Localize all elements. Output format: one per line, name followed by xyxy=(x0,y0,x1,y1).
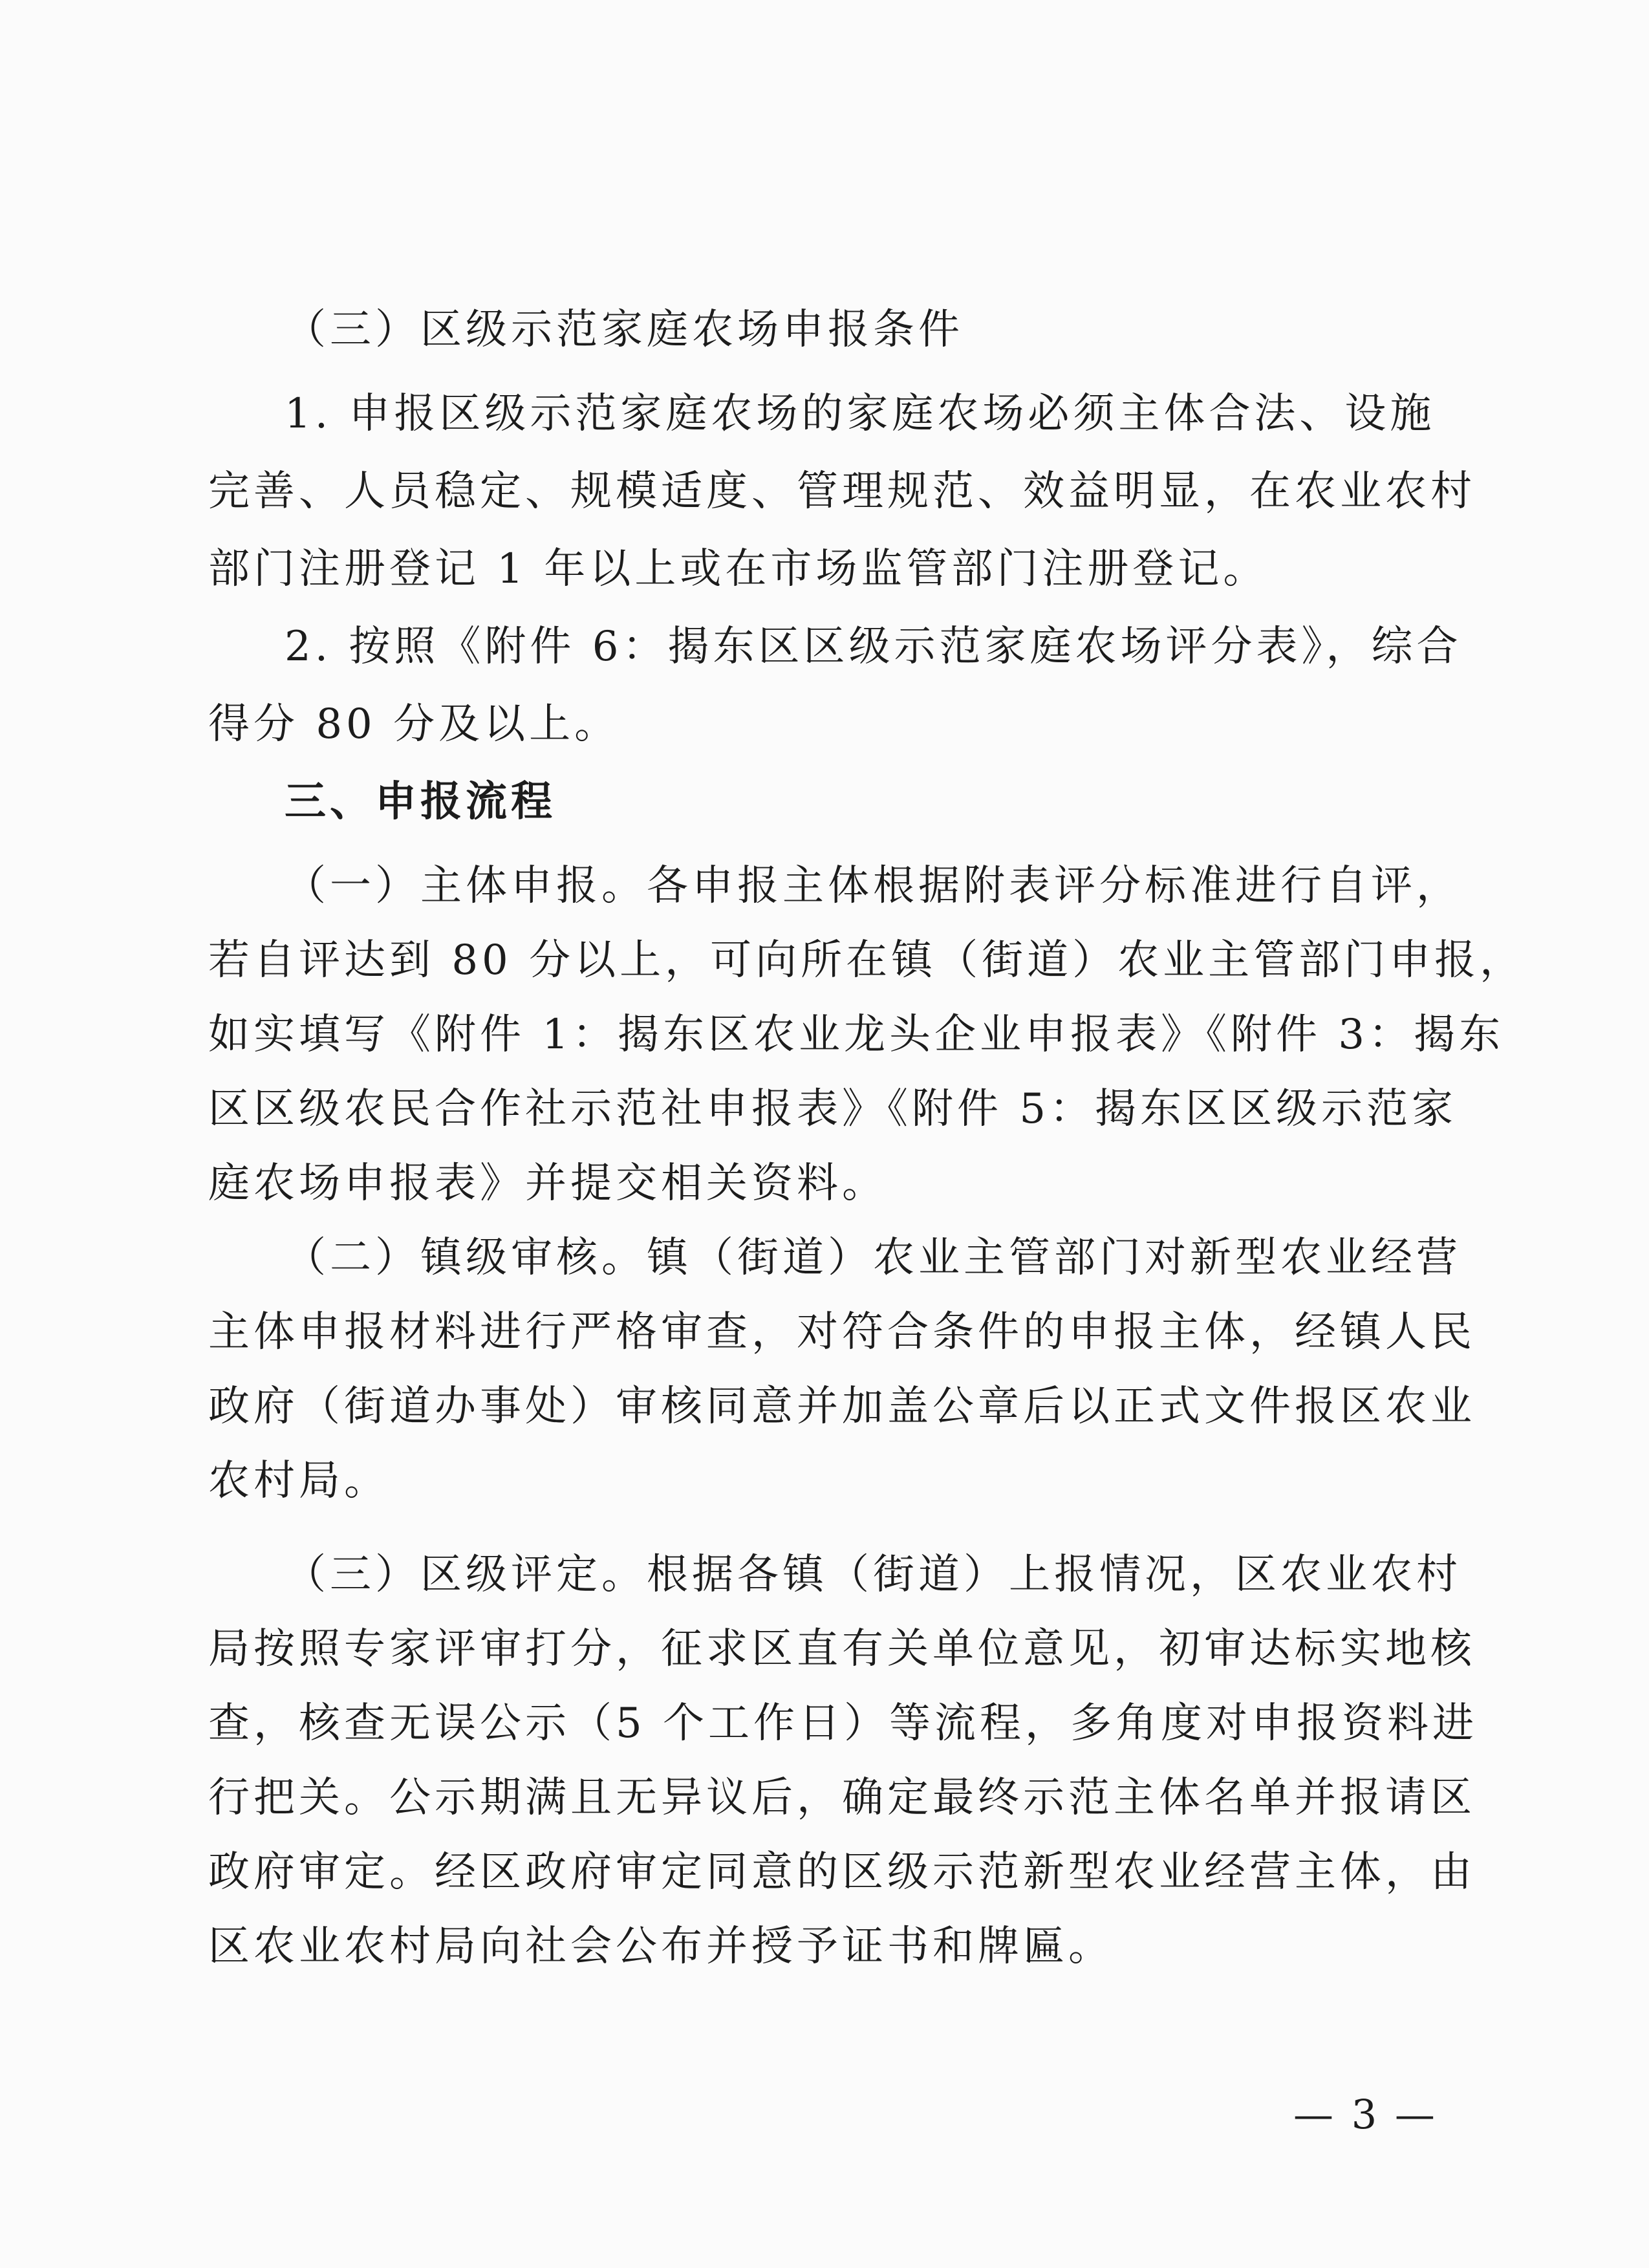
p3-line-5: 政府审定。经区政府审定同意的区级示范新型农业经营主体，由 xyxy=(208,1848,1476,1896)
p2-line-1: （二）镇级审核。镇（街道）农业主管部门对新型农业经营 xyxy=(285,1234,1461,1282)
p1-line-1: （一）主体申报。各申报主体根据附表评分标准进行自评， xyxy=(285,862,1461,910)
p3-line-6: 区农业农村局向社会公布并授予证书和牌匾。 xyxy=(208,1923,1114,1971)
p3-line-2: 局按照专家评审打分，征求区直有关单位意见，初审达标实地核 xyxy=(208,1625,1476,1673)
item-2-line-1: 2. 按照《附件 6：揭东区区级示范家庭农场评分表》，综合 xyxy=(285,623,1462,671)
p1-line-4: 区区级农民合作社示范社申报表》《附件 5：揭东区区级示范家 xyxy=(208,1085,1458,1133)
section-heading-3: （三）区级示范家庭农场申报条件 xyxy=(285,306,964,354)
item-1-line-3: 部门注册登记 1 年以上或在市场监管部门注册登记。 xyxy=(208,545,1269,593)
p1-line-5: 庭农场申报表》并提交相关资料。 xyxy=(208,1160,887,1207)
p2-line-2: 主体申报材料进行严格审查，对符合条件的申报主体，经镇人民 xyxy=(208,1308,1476,1356)
item-2-line-2: 得分 80 分及以上。 xyxy=(208,700,620,748)
p2-line-4: 农村局。 xyxy=(208,1457,389,1505)
p3-line-4: 行把关。公示期满且无异议后，确定最终示范主体名单并报请区 xyxy=(208,1774,1476,1822)
item-1-line-2: 完善、人员稳定、规模适度、管理规范、效益明显，在农业农村 xyxy=(208,468,1476,515)
item-1-line-1: 1. 申报区级示范家庭农场的家庭农场必须主体合法、设施 xyxy=(285,390,1436,438)
p2-line-3: 政府（街道办事处）审核同意并加盖公章后以正式文件报区农业 xyxy=(208,1383,1476,1431)
p3-line-1: （三）区级评定。根据各镇（街道）上报情况，区农业农村 xyxy=(285,1551,1461,1599)
p1-line-2: 若自评达到 80 分以上，可向所在镇（街道）农业主管部门申报， xyxy=(208,936,1525,984)
page-number: — 3 — xyxy=(1293,2091,1438,2138)
p1-line-3: 如实填写《附件 1：揭东区农业龙头企业申报表》《附件 3：揭东 xyxy=(208,1011,1505,1059)
p3-line-3: 查，核查无误公示（5 个工作日）等流程，多角度对申报资料进 xyxy=(208,1700,1478,1747)
chapter-heading: 三、申报流程 xyxy=(285,778,556,826)
